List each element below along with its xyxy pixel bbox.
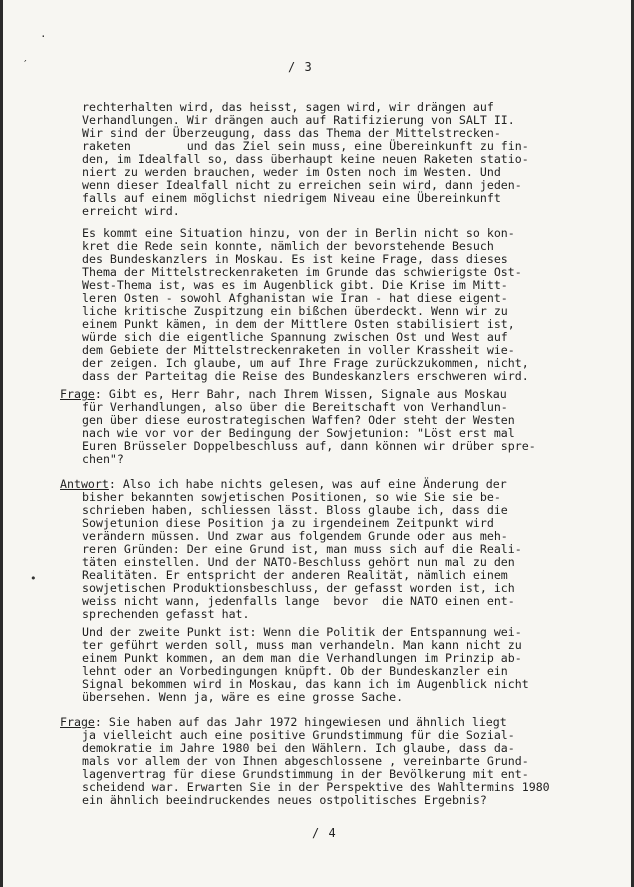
text-line: West-Thema ist, was es im Augenblick gibt. Die Krise im Mitt- <box>82 278 508 292</box>
text-line: raketen und das Ziel sein muss, eine Übereinkunft zu fin- <box>82 139 529 153</box>
text-line: wenn dieser Idealfall nicht zu erreichen sein wird, dann jeden- <box>82 178 522 192</box>
text-line: sowjetischen Produktionsbeschluss, der gefasst worden ist, ich <box>82 581 515 595</box>
text-line: kret die Rede sein konnte, nämlich der bevorstehende Besuch <box>82 239 494 253</box>
text-line: täten einstellen. Und der NATO-Beschluss gehört nun mal zu den <box>82 555 515 569</box>
text-line: demokratie im Jahre 1980 bei den Wählern. Ich glaube, dass da- <box>82 741 515 755</box>
text-line: Es kommt eine Situation hinzu, von der in Berlin nicht so kon- <box>82 226 515 240</box>
text-line: Euren Brüsseler Doppelbeschluss auf, dann können wir drüber spre- <box>82 439 536 453</box>
text-line: ter geführt werden soll, muss man verhandeln. Man kann nicht zu <box>82 638 522 652</box>
text-line: Realitäten. Er entspricht der anderen Realität, nämlich einem <box>82 568 508 582</box>
text-line: Thema der Mittelstreckenraketen im Grunde das schwierigste Ost- <box>82 265 522 279</box>
text-line: würde sich die eigentliche Spannung zwischen Ost und West auf <box>82 330 508 344</box>
text-line: schrieben haben, schliessen lässt. Bloss glaube ich, dass die <box>82 503 508 517</box>
text-line: sprechenden gefasst hat. <box>82 607 250 621</box>
line-text: : Also ich habe nichts gelesen, was auf eine Änderung der <box>108 477 507 491</box>
text-line: chen"? <box>82 452 124 466</box>
text-line: des Bundeskanzlers in Moskau. Es ist keine Frage, dass dieses <box>82 252 508 266</box>
text-line: dem Gebiete der Mittelstreckenraketen in voller Krassheit wie- <box>82 343 515 357</box>
text-line: falls auf einem möglichst niedrigem Niveau eine Übereinkunft <box>82 191 501 205</box>
text-line: scheidend war. Erwarten Sie in der Perspektive des Wahltermins 1980 <box>82 780 550 794</box>
text-line: für Verhandlungen, also über die Bereitschaft von Verhandlun- <box>82 400 508 414</box>
text-line: lagenvertrag für diese Grundstimmung in der Bevölkerung mit ent- <box>82 767 529 781</box>
text-line: niert zu werden brauchen, weder im Osten noch im Westen. Und <box>82 165 501 179</box>
text-line: ja vielleicht auch eine positive Grundstimmung für die Sozial- <box>82 728 515 742</box>
text-line: lehnt oder an Vorbedingungen knüpft. Ob der Bundeskanzler ein <box>82 664 508 678</box>
text-line: erreicht wird. <box>82 204 180 218</box>
text-line: nach wie vor vor der Bedingung der Sowjetunion: "Löst erst mal <box>82 426 515 440</box>
text-line: der zeigen. Ich glaube, um auf Ihre Frage zurückzukommen, nicht, <box>82 356 529 370</box>
text-line: liche kritische Zuspitzung ein bißchen überdeckt. Wenn wir zu <box>82 304 508 318</box>
text-line: bisher bekannten sowjetischen Positionen, so wie Sie sie be- <box>82 490 501 504</box>
text-line: Verhandlungen. Wir drängen auch auf Ratifizierung von SALT II. <box>82 113 515 127</box>
text-line: dass der Parteitag die Reise des Bundeskanzlers erschweren wird. <box>82 369 529 383</box>
line-text: : Gibt es, Herr Bahr, nach Ihrem Wissen, Signale aus Moskau <box>94 387 507 401</box>
page-number-top: / 3 <box>288 60 313 74</box>
text-line: weiss nicht wann, jedenfalls lange bevor die NATO einen ent- <box>82 594 515 608</box>
speaker-label: Antwort <box>60 477 109 491</box>
scan-speck: ′ <box>22 58 29 71</box>
text-line: mals vor allem der von Ihnen abgeschlossene , vereinbarte Grund- <box>82 754 529 768</box>
margin-mark: • <box>30 572 37 585</box>
text-line: ein ähnlich beeindruckendes neues ostpolitisches Ergebnis? <box>82 793 487 807</box>
text-line: den, im Idealfall so, dass überhaupt keine neuen Raketen statio- <box>82 152 529 166</box>
text-line: reren Gründen: Der eine Grund ist, man muss sich auf die Reali- <box>82 542 522 556</box>
text-line: rechterhalten wird, das heisst, sagen wird, wir drängen auf <box>82 100 494 114</box>
text-line: übersehen. Wenn ja, wäre es eine grosse Sache. <box>82 690 404 704</box>
page-number-bottom: / 4 <box>312 826 337 840</box>
text-line: Sowjetunion diese Position ja zu irgendeinem Zeitpunkt wird <box>82 516 494 530</box>
text-line: gen über diese eurostrategischen Waffen? Oder steht der Westen <box>82 413 515 427</box>
scan-speck: · <box>40 30 47 43</box>
line-text: : Sie haben auf das Jahr 1972 hingewiesen und ähnlich liegt <box>94 715 507 729</box>
text-line: verändern müssen. Und zwar aus folgendem Grunde oder aus meh- <box>82 529 508 543</box>
speaker-label: Frage <box>60 387 95 401</box>
text-line: Signal bekommen wird in Moskau, das kann ich im Augenblick nicht <box>82 677 529 691</box>
text-line: leren Osten - sowohl Afghanistan wie Iran - hat diese eigent- <box>82 291 508 305</box>
scan-edge-left <box>0 0 3 887</box>
text-line: einem Punkt kommen, an dem man die Verhandlungen im Prinzip ab- <box>82 651 522 665</box>
text-line: Wir sind der Überzeugung, dass das Thema der Mittelstrecken- <box>82 126 501 140</box>
text-line: einem Punkt kämen, in dem der Mittlere Osten stabilisiert ist, <box>82 317 515 331</box>
speaker-label: Frage <box>60 715 95 729</box>
text-line: Und der zweite Punkt ist: Wenn die Politik der Entspannung wei- <box>82 625 522 639</box>
